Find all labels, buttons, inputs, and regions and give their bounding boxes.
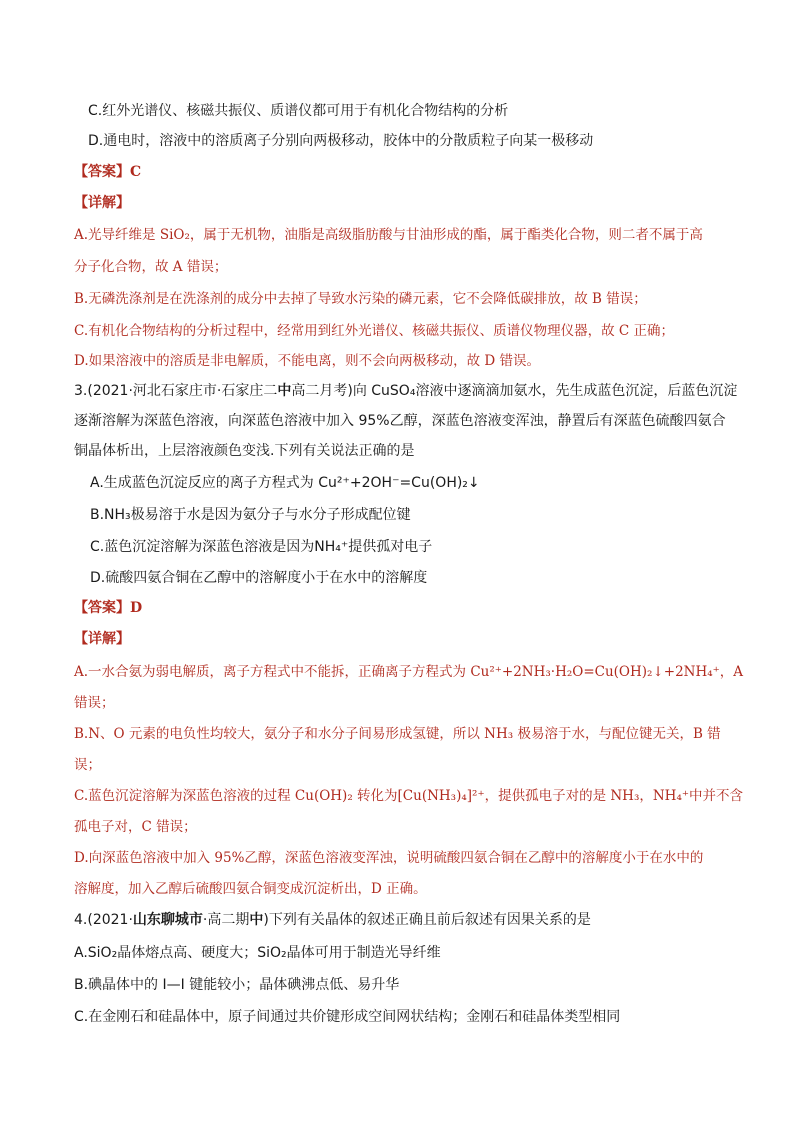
q3-detail-line: 误； [74,757,101,773]
q3-detail-line: A.一水合氨为弱电解质，离子方程式中不能拆，正确离子方程式为 Cu²⁺+2NH₃·H₂O=Cu(OH)₂↓+2NH₄⁺，A [74,664,744,680]
q4-source-bold: 山东聊城市 [132,912,203,928]
q4-option-c: C.在金刚石和硅晶体中，原子间通过共价键形成空间网状结构；金刚石和硅晶体类型相同 [74,1009,621,1025]
q2-detail-line: B.无磷洗涤剂是在洗涤剂的成分中去掉了导致水污染的磷元素，它不会降低碳排放，故 B 错误； [74,291,647,307]
q3-option-d: D.硫酸四氨合铜在乙醇中的溶解度小于在水中的溶解度 [90,570,428,586]
q2-detail-line: C.有机化合物结构的分析过程中，经常用到红外光谱仪、核磁共振仪、质谱仪物理仪器，故 C 正确； [74,323,675,339]
q2-detail-line: 分子化合物，故 A 错误； [74,259,228,275]
q4-source-bold: 中 [249,912,264,928]
q4-stem-mid: ·高二期 [202,912,250,928]
q4-stem [74,910,734,930]
q3-stem-line: 逐渐溶解为深蓝色溶液，向深蓝色溶液中加入 95%乙醇，深蓝色溶液变浑浊，静置后有深蓝色硫酸四氨合 [74,413,726,429]
q2-detail-label: 【详解】 [74,195,130,211]
q3-stem [74,381,738,401]
q3-detail-line: C.蓝色沉淀溶解为深蓝色溶液的过程 Cu(OH)₂ 转化为[Cu(NH₃)₄]²⁺，提供孤电子对的是 NH₃，NH₄⁺中并不含 [74,788,743,804]
q3-detail-line: B.N、O 元素的电负性均较大，氨分子和水分子间易形成氢键，所以 NH₃ 极易溶于水，与配位键无关，B 错 [74,726,721,742]
q4-stem-text: )下列有关晶体的叙述正确且前后叙述有因果关系的是 [263,912,591,928]
q3-option-a: A.生成蓝色沉淀反应的离子方程式为 Cu²⁺+2OH⁻=Cu(OH)₂↓ [90,475,480,491]
q2-answer: 【答案】C [74,164,142,180]
q4-stem-prefix: 4.(2021· [74,912,133,928]
q2-detail-line: A.光导纤维是 SiO₂，属于无机物，油脂是高级脂肪酸与甘油形成的酯，属于酯类化合物，则二者不属于高 [74,227,703,243]
q3-option-c: C.蓝色沉淀溶解为深蓝色溶液是因为NH₄⁺提供孤对电子 [90,539,433,555]
q3-detail-line: 孤电子对，C 错误； [74,819,197,835]
q4-option-a: A.SiO₂晶体熔点高、硬度大；SiO₂晶体可用于制造光导纤维 [74,945,441,961]
q3-detail-label: 【详解】 [74,631,130,647]
q3-stem-text: 高二月考)向 CuSO₄溶液中逐滴滴加氨水，先生成蓝色沉淀，后蓝色沉淀 [291,383,738,399]
q3-detail-line: 溶解度，加入乙醇后硫酸四氨合铜变成沉淀析出，D 正确。 [74,881,427,897]
q3-detail-line: D.向深蓝色溶液中加入 95%乙醇，深蓝色溶液变浑浊，说明硫酸四氨合铜在乙醇中的溶解度小于在水中的 [74,850,704,866]
q3-stem-line: 铜晶体析出，上层溶液颜色变浅.下列有关说法正确的是 [74,443,415,459]
q4-option-b: B.碘晶体中的 I—I 键能较小；晶体碘沸点低、易升华 [74,977,400,993]
q3-option-b: B.NH₃极易溶于水是因为氨分子与水分子形成配位键 [90,507,411,523]
q3-source-prefix: 3.(2021·河北石家庄市·石家庄二 [74,383,278,399]
q3-answer: 【答案】D [74,600,143,616]
q3-detail-line: 错误； [74,695,115,711]
q2-option-d: D.通电时，溶液中的溶质离子分别向两极移动，胶体中的分散质粒子向某一极移动 [88,133,594,149]
q2-detail-line: D.如果溶液中的溶质是非电解质，不能电离，则不会向两极移动，故 D 错误。 [74,353,541,369]
q3-source-bold: 中 [277,383,292,399]
q2-option-c: C.红外光谱仪、核磁共振仪、质谱仪都可用于有机化合物结构的分析 [88,103,509,119]
